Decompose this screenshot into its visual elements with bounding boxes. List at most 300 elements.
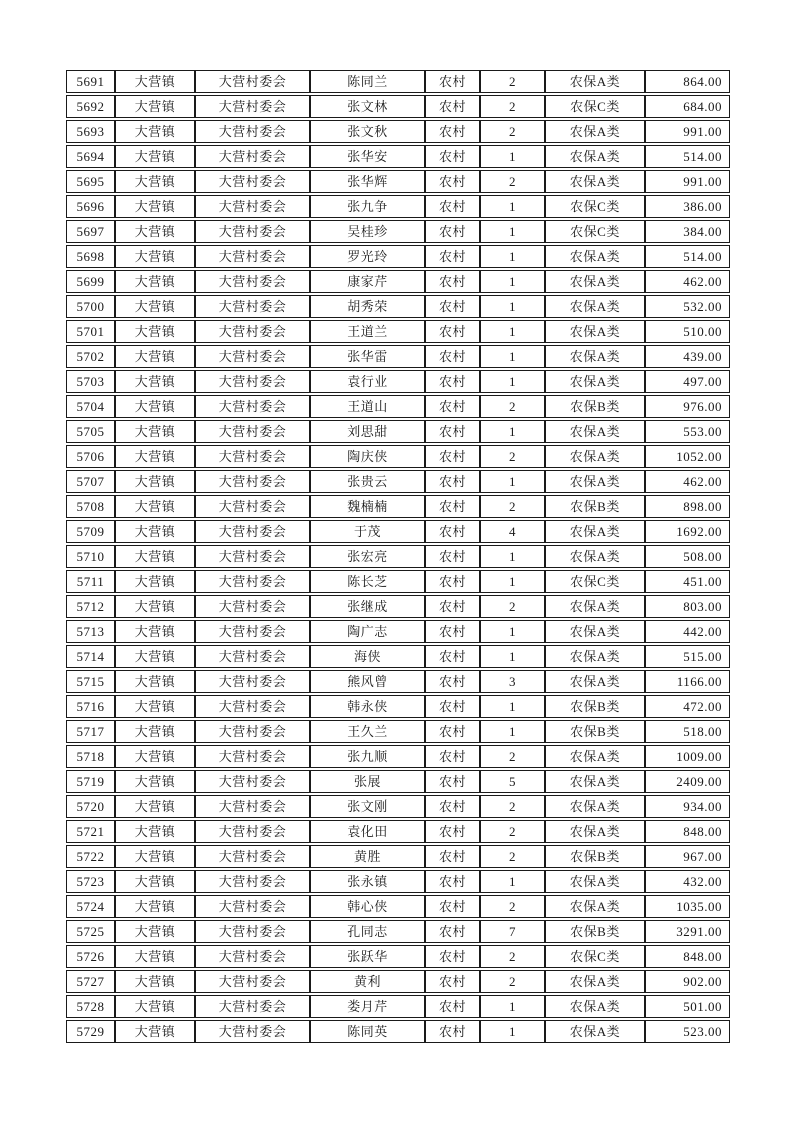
cell-household-count: 1	[480, 145, 545, 168]
cell-village-committee: 大营村委会	[195, 395, 310, 418]
cell-person-name: 袁化田	[310, 820, 425, 843]
cell-record-id: 5709	[66, 520, 115, 543]
cell-record-id: 5711	[66, 570, 115, 593]
cell-amount: 2409.00	[645, 770, 730, 793]
cell-person-name: 王道山	[310, 395, 425, 418]
cell-village-committee: 大营村委会	[195, 945, 310, 968]
cell-person-name: 张跃华	[310, 945, 425, 968]
cell-record-id: 5702	[66, 345, 115, 368]
cell-town: 大营镇	[115, 545, 195, 568]
cell-insurance-category: 农保A类	[545, 770, 645, 793]
table-row	[66, 495, 730, 518]
cell-amount: 515.00	[645, 645, 730, 668]
cell-town: 大营镇	[115, 345, 195, 368]
cell-insurance-category: 农保B类	[545, 395, 645, 418]
cell-insurance-category: 农保A类	[545, 645, 645, 668]
cell-household-count: 2	[480, 170, 545, 193]
cell-record-id: 5715	[66, 670, 115, 693]
cell-record-id: 5696	[66, 195, 115, 218]
cell-household-count: 1	[480, 420, 545, 443]
cell-village-committee: 大营村委会	[195, 770, 310, 793]
cell-insurance-category: 农保A类	[545, 895, 645, 918]
cell-village-committee: 大营村委会	[195, 95, 310, 118]
cell-insurance-category: 农保A类	[545, 520, 645, 543]
cell-person-name: 王久兰	[310, 720, 425, 743]
cell-insurance-category: 农保B类	[545, 720, 645, 743]
table-row	[66, 470, 730, 493]
cell-residence-type: 农村	[425, 870, 480, 893]
cell-village-committee: 大营村委会	[195, 720, 310, 743]
cell-residence-type: 农村	[425, 595, 480, 618]
cell-residence-type: 农村	[425, 195, 480, 218]
cell-household-count: 1	[480, 320, 545, 343]
table-row	[66, 70, 730, 93]
records-table	[66, 70, 730, 1045]
cell-insurance-category: 农保B类	[545, 920, 645, 943]
cell-record-id: 5729	[66, 1020, 115, 1043]
cell-village-committee: 大营村委会	[195, 420, 310, 443]
cell-person-name: 康家芹	[310, 270, 425, 293]
cell-record-id: 5697	[66, 220, 115, 243]
cell-town: 大营镇	[115, 845, 195, 868]
table-row	[66, 270, 730, 293]
cell-residence-type: 农村	[425, 745, 480, 768]
cell-household-count: 1	[480, 295, 545, 318]
cell-amount: 462.00	[645, 270, 730, 293]
cell-person-name: 张文刚	[310, 795, 425, 818]
table-row	[66, 1020, 730, 1043]
cell-residence-type: 农村	[425, 370, 480, 393]
cell-village-committee: 大营村委会	[195, 70, 310, 93]
cell-town: 大营镇	[115, 245, 195, 268]
cell-household-count: 5	[480, 770, 545, 793]
cell-record-id: 5720	[66, 795, 115, 818]
cell-residence-type: 农村	[425, 295, 480, 318]
cell-amount: 1166.00	[645, 670, 730, 693]
cell-residence-type: 农村	[425, 470, 480, 493]
table-row	[66, 645, 730, 668]
cell-record-id: 5723	[66, 870, 115, 893]
cell-town: 大营镇	[115, 570, 195, 593]
cell-household-count: 1	[480, 620, 545, 643]
cell-town: 大营镇	[115, 470, 195, 493]
cell-insurance-category: 农保A类	[545, 270, 645, 293]
cell-household-count: 2	[480, 445, 545, 468]
table-row	[66, 545, 730, 568]
cell-residence-type: 农村	[425, 145, 480, 168]
cell-village-committee: 大营村委会	[195, 1020, 310, 1043]
cell-household-count: 2	[480, 845, 545, 868]
table-row	[66, 770, 730, 793]
cell-person-name: 张继成	[310, 595, 425, 618]
cell-town: 大营镇	[115, 645, 195, 668]
table-row	[66, 895, 730, 918]
cell-residence-type: 农村	[425, 995, 480, 1018]
cell-village-committee: 大营村委会	[195, 670, 310, 693]
cell-town: 大营镇	[115, 495, 195, 518]
cell-amount: 472.00	[645, 695, 730, 718]
cell-town: 大营镇	[115, 670, 195, 693]
cell-town: 大营镇	[115, 220, 195, 243]
cell-amount: 508.00	[645, 545, 730, 568]
cell-record-id: 5691	[66, 70, 115, 93]
cell-town: 大营镇	[115, 270, 195, 293]
table-row	[66, 620, 730, 643]
cell-town: 大营镇	[115, 320, 195, 343]
cell-amount: 1052.00	[645, 445, 730, 468]
cell-village-committee: 大营村委会	[195, 545, 310, 568]
cell-person-name: 黄利	[310, 970, 425, 993]
cell-village-committee: 大营村委会	[195, 520, 310, 543]
cell-town: 大营镇	[115, 520, 195, 543]
cell-village-committee: 大营村委会	[195, 620, 310, 643]
cell-village-committee: 大营村委会	[195, 145, 310, 168]
cell-household-count: 2	[480, 70, 545, 93]
table-row	[66, 720, 730, 743]
cell-insurance-category: 农保A类	[545, 620, 645, 643]
table-row	[66, 120, 730, 143]
cell-village-committee: 大营村委会	[195, 220, 310, 243]
cell-residence-type: 农村	[425, 245, 480, 268]
cell-town: 大营镇	[115, 395, 195, 418]
cell-residence-type: 农村	[425, 170, 480, 193]
cell-village-committee: 大营村委会	[195, 370, 310, 393]
cell-amount: 518.00	[645, 720, 730, 743]
cell-residence-type: 农村	[425, 845, 480, 868]
cell-residence-type: 农村	[425, 395, 480, 418]
table-row	[66, 670, 730, 693]
cell-insurance-category: 农保A类	[545, 420, 645, 443]
cell-residence-type: 农村	[425, 445, 480, 468]
cell-insurance-category: 农保C类	[545, 195, 645, 218]
cell-person-name: 胡秀荣	[310, 295, 425, 318]
cell-town: 大营镇	[115, 445, 195, 468]
cell-amount: 553.00	[645, 420, 730, 443]
cell-person-name: 王道兰	[310, 320, 425, 343]
cell-person-name: 张贵云	[310, 470, 425, 493]
cell-residence-type: 农村	[425, 420, 480, 443]
cell-amount: 497.00	[645, 370, 730, 393]
cell-insurance-category: 农保C类	[545, 95, 645, 118]
cell-household-count: 1	[480, 470, 545, 493]
table-row	[66, 820, 730, 843]
cell-person-name: 陈长芝	[310, 570, 425, 593]
table-row	[66, 245, 730, 268]
cell-village-committee: 大营村委会	[195, 345, 310, 368]
cell-village-committee: 大营村委会	[195, 645, 310, 668]
cell-person-name: 刘思甜	[310, 420, 425, 443]
cell-residence-type: 农村	[425, 620, 480, 643]
cell-household-count: 1	[480, 270, 545, 293]
cell-record-id: 5699	[66, 270, 115, 293]
cell-person-name: 熊风曾	[310, 670, 425, 693]
cell-amount: 1692.00	[645, 520, 730, 543]
cell-town: 大营镇	[115, 595, 195, 618]
cell-insurance-category: 农保A类	[545, 120, 645, 143]
cell-household-count: 2	[480, 945, 545, 968]
cell-record-id: 5716	[66, 695, 115, 718]
table-row	[66, 970, 730, 993]
cell-village-committee: 大营村委会	[195, 895, 310, 918]
cell-person-name: 张宏亮	[310, 545, 425, 568]
cell-household-count: 1	[480, 720, 545, 743]
cell-record-id: 5725	[66, 920, 115, 943]
cell-village-committee: 大营村委会	[195, 695, 310, 718]
table-row	[66, 695, 730, 718]
cell-amount: 442.00	[645, 620, 730, 643]
table-row	[66, 195, 730, 218]
cell-record-id: 5700	[66, 295, 115, 318]
cell-insurance-category: 农保A类	[545, 870, 645, 893]
cell-town: 大营镇	[115, 95, 195, 118]
cell-town: 大营镇	[115, 70, 195, 93]
cell-residence-type: 农村	[425, 220, 480, 243]
cell-residence-type: 农村	[425, 320, 480, 343]
cell-record-id: 5714	[66, 645, 115, 668]
cell-record-id: 5704	[66, 395, 115, 418]
cell-town: 大营镇	[115, 145, 195, 168]
cell-record-id: 5695	[66, 170, 115, 193]
cell-village-committee: 大营村委会	[195, 570, 310, 593]
cell-village-committee: 大营村委会	[195, 595, 310, 618]
cell-amount: 803.00	[645, 595, 730, 618]
cell-record-id: 5728	[66, 995, 115, 1018]
table-row	[66, 795, 730, 818]
cell-household-count: 2	[480, 745, 545, 768]
cell-town: 大营镇	[115, 820, 195, 843]
cell-record-id: 5722	[66, 845, 115, 868]
cell-household-count: 1	[480, 370, 545, 393]
cell-record-id: 5718	[66, 745, 115, 768]
cell-record-id: 5692	[66, 95, 115, 118]
cell-household-count: 3	[480, 670, 545, 693]
cell-insurance-category: 农保A类	[545, 795, 645, 818]
cell-insurance-category: 农保A类	[545, 170, 645, 193]
cell-residence-type: 农村	[425, 895, 480, 918]
cell-village-committee: 大营村委会	[195, 920, 310, 943]
cell-person-name: 魏楠楠	[310, 495, 425, 518]
cell-amount: 976.00	[645, 395, 730, 418]
cell-person-name: 陈同兰	[310, 70, 425, 93]
cell-amount: 523.00	[645, 1020, 730, 1043]
cell-town: 大营镇	[115, 795, 195, 818]
cell-insurance-category: 农保A类	[545, 545, 645, 568]
cell-person-name: 黄胜	[310, 845, 425, 868]
cell-village-committee: 大营村委会	[195, 470, 310, 493]
cell-person-name: 于茂	[310, 520, 425, 543]
cell-household-count: 1	[480, 220, 545, 243]
table-row	[66, 370, 730, 393]
cell-amount: 848.00	[645, 945, 730, 968]
cell-town: 大营镇	[115, 770, 195, 793]
cell-amount: 514.00	[645, 145, 730, 168]
cell-amount: 902.00	[645, 970, 730, 993]
cell-residence-type: 农村	[425, 570, 480, 593]
cell-amount: 684.00	[645, 95, 730, 118]
cell-record-id: 5708	[66, 495, 115, 518]
cell-insurance-category: 农保B类	[545, 695, 645, 718]
cell-village-committee: 大营村委会	[195, 995, 310, 1018]
table-row	[66, 420, 730, 443]
table-row	[66, 595, 730, 618]
cell-person-name: 张华安	[310, 145, 425, 168]
table-row	[66, 345, 730, 368]
cell-household-count: 2	[480, 795, 545, 818]
cell-town: 大营镇	[115, 1020, 195, 1043]
cell-insurance-category: 农保A类	[545, 295, 645, 318]
cell-insurance-category: 农保A类	[545, 345, 645, 368]
cell-household-count: 1	[480, 345, 545, 368]
cell-household-count: 1	[480, 570, 545, 593]
cell-record-id: 5703	[66, 370, 115, 393]
cell-insurance-category: 农保A类	[545, 995, 645, 1018]
cell-household-count: 2	[480, 970, 545, 993]
table-row	[66, 95, 730, 118]
cell-amount: 991.00	[645, 170, 730, 193]
cell-insurance-category: 农保A类	[545, 320, 645, 343]
cell-town: 大营镇	[115, 620, 195, 643]
cell-insurance-category: 农保A类	[545, 145, 645, 168]
cell-insurance-category: 农保A类	[545, 970, 645, 993]
table-row	[66, 570, 730, 593]
cell-record-id: 5726	[66, 945, 115, 968]
cell-residence-type: 农村	[425, 520, 480, 543]
cell-residence-type: 农村	[425, 920, 480, 943]
cell-amount: 848.00	[645, 820, 730, 843]
cell-household-count: 2	[480, 820, 545, 843]
cell-household-count: 1	[480, 545, 545, 568]
cell-record-id: 5721	[66, 820, 115, 843]
cell-record-id: 5694	[66, 145, 115, 168]
table-row	[66, 145, 730, 168]
cell-amount: 991.00	[645, 120, 730, 143]
table-row	[66, 745, 730, 768]
cell-person-name: 张永镇	[310, 870, 425, 893]
cell-amount: 510.00	[645, 320, 730, 343]
cell-household-count: 1	[480, 1020, 545, 1043]
table-row	[66, 845, 730, 868]
cell-town: 大营镇	[115, 170, 195, 193]
cell-residence-type: 农村	[425, 720, 480, 743]
table-row	[66, 295, 730, 318]
cell-town: 大营镇	[115, 195, 195, 218]
table-row	[66, 945, 730, 968]
cell-person-name: 张九争	[310, 195, 425, 218]
cell-household-count: 1	[480, 870, 545, 893]
cell-record-id: 5724	[66, 895, 115, 918]
cell-person-name: 陶广志	[310, 620, 425, 643]
cell-amount: 898.00	[645, 495, 730, 518]
table-row	[66, 395, 730, 418]
cell-village-committee: 大营村委会	[195, 745, 310, 768]
cell-person-name: 张九顺	[310, 745, 425, 768]
cell-village-committee: 大营村委会	[195, 295, 310, 318]
cell-person-name: 娄月芹	[310, 995, 425, 1018]
cell-town: 大营镇	[115, 120, 195, 143]
cell-person-name: 韩永侠	[310, 695, 425, 718]
cell-household-count: 1	[480, 195, 545, 218]
cell-village-committee: 大营村委会	[195, 270, 310, 293]
cell-insurance-category: 农保C类	[545, 570, 645, 593]
cell-insurance-category: 农保A类	[545, 70, 645, 93]
cell-household-count: 7	[480, 920, 545, 943]
cell-person-name: 罗光玲	[310, 245, 425, 268]
cell-residence-type: 农村	[425, 820, 480, 843]
cell-person-name: 张华雷	[310, 345, 425, 368]
cell-person-name: 海侠	[310, 645, 425, 668]
cell-person-name: 陈同英	[310, 1020, 425, 1043]
cell-household-count: 4	[480, 520, 545, 543]
table-row	[66, 170, 730, 193]
cell-amount: 386.00	[645, 195, 730, 218]
cell-amount: 462.00	[645, 470, 730, 493]
cell-residence-type: 农村	[425, 770, 480, 793]
cell-insurance-category: 农保C类	[545, 220, 645, 243]
cell-insurance-category: 农保A类	[545, 820, 645, 843]
cell-town: 大营镇	[115, 870, 195, 893]
cell-insurance-category: 农保A类	[545, 1020, 645, 1043]
table-row	[66, 995, 730, 1018]
cell-insurance-category: 农保A类	[545, 245, 645, 268]
cell-town: 大营镇	[115, 295, 195, 318]
cell-person-name: 陶庆侠	[310, 445, 425, 468]
cell-residence-type: 农村	[425, 495, 480, 518]
cell-household-count: 1	[480, 645, 545, 668]
cell-record-id: 5706	[66, 445, 115, 468]
cell-residence-type: 农村	[425, 970, 480, 993]
cell-residence-type: 农村	[425, 545, 480, 568]
cell-residence-type: 农村	[425, 795, 480, 818]
cell-amount: 934.00	[645, 795, 730, 818]
cell-person-name: 张华辉	[310, 170, 425, 193]
table-row	[66, 445, 730, 468]
cell-residence-type: 农村	[425, 95, 480, 118]
cell-village-committee: 大营村委会	[195, 195, 310, 218]
cell-insurance-category: 农保A类	[545, 745, 645, 768]
cell-village-committee: 大营村委会	[195, 320, 310, 343]
cell-amount: 384.00	[645, 220, 730, 243]
cell-record-id: 5713	[66, 620, 115, 643]
cell-person-name: 袁行业	[310, 370, 425, 393]
cell-town: 大营镇	[115, 895, 195, 918]
cell-record-id: 5698	[66, 245, 115, 268]
table-row	[66, 220, 730, 243]
cell-residence-type: 农村	[425, 645, 480, 668]
cell-amount: 432.00	[645, 870, 730, 893]
cell-amount: 864.00	[645, 70, 730, 93]
cell-household-count: 2	[480, 395, 545, 418]
cell-amount: 1009.00	[645, 745, 730, 768]
cell-insurance-category: 农保A类	[545, 670, 645, 693]
cell-amount: 1035.00	[645, 895, 730, 918]
cell-record-id: 5727	[66, 970, 115, 993]
cell-village-committee: 大营村委会	[195, 820, 310, 843]
cell-town: 大营镇	[115, 970, 195, 993]
cell-town: 大营镇	[115, 745, 195, 768]
cell-village-committee: 大营村委会	[195, 245, 310, 268]
cell-village-committee: 大营村委会	[195, 870, 310, 893]
cell-town: 大营镇	[115, 420, 195, 443]
cell-residence-type: 农村	[425, 1020, 480, 1043]
cell-household-count: 2	[480, 595, 545, 618]
cell-amount: 501.00	[645, 995, 730, 1018]
cell-person-name: 张文秋	[310, 120, 425, 143]
cell-insurance-category: 农保B类	[545, 495, 645, 518]
cell-residence-type: 农村	[425, 70, 480, 93]
cell-household-count: 2	[480, 895, 545, 918]
cell-person-name: 韩心侠	[310, 895, 425, 918]
cell-village-committee: 大营村委会	[195, 495, 310, 518]
